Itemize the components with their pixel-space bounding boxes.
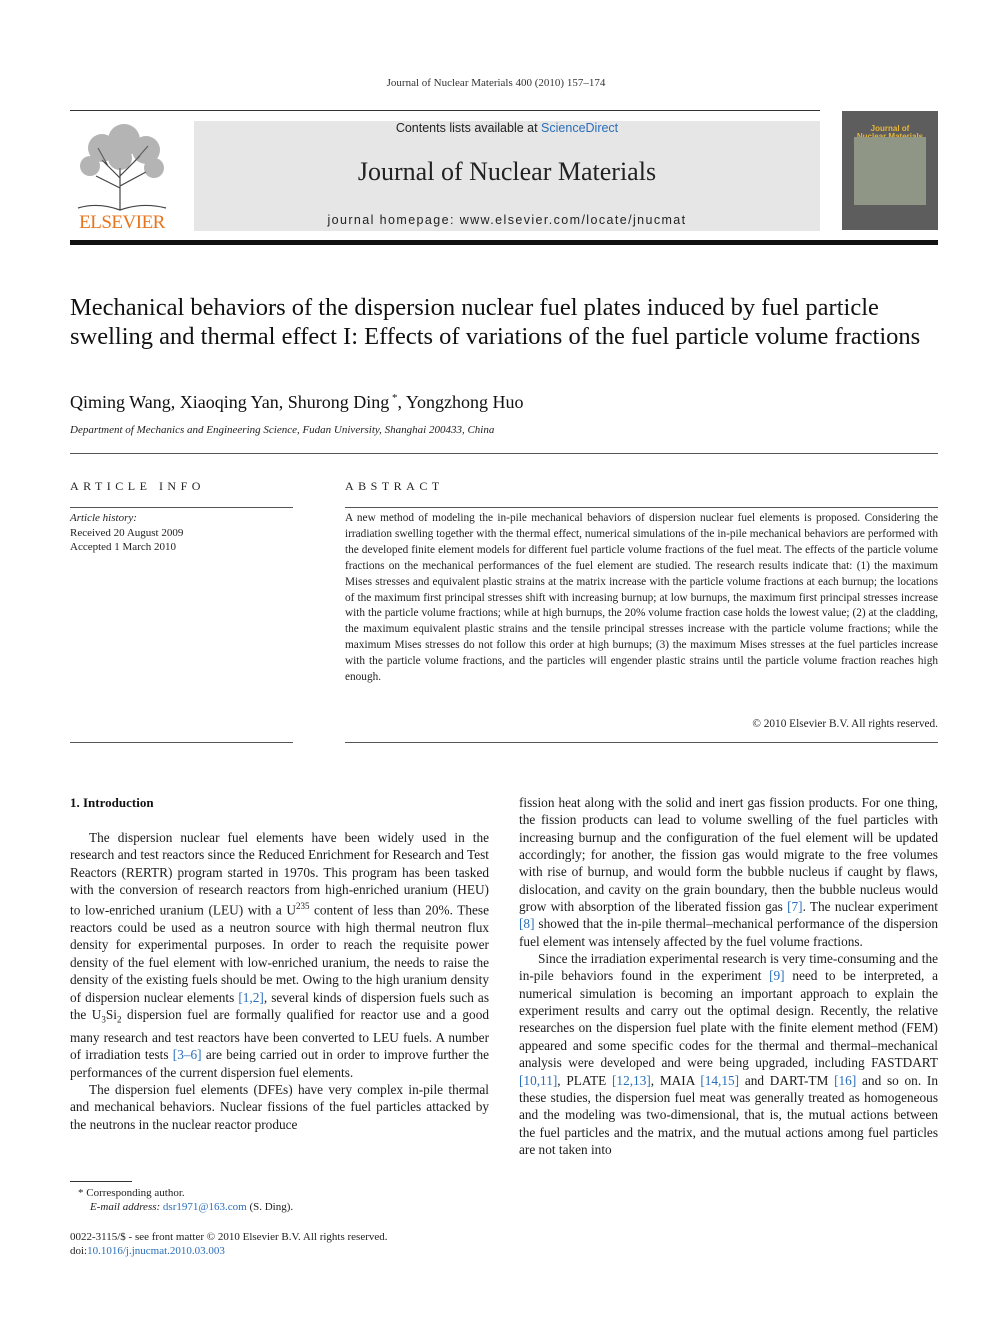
authors-part-a: Qiming Wang, Xiaoqing Yan, Shurong Ding <box>70 392 390 412</box>
text-run: , MAIA <box>650 1072 701 1088</box>
text-run: , several kinds of dispersion fuels such as the U <box>70 989 489 1022</box>
footnote-mark: * <box>78 1187 84 1199</box>
footnote-line-1 <box>70 1186 489 1200</box>
journal-citation: Journal of Nuclear Materials 400 (2010) 157–174 <box>386 77 606 89</box>
contents-line <box>194 121 820 135</box>
doi-label: doi: <box>70 1245 88 1257</box>
text-run: showed that the in-pile thermal–mechanical performance of the dispersion fuel element was intensely affected by the fuel volume fractions. <box>519 916 938 949</box>
cover-title-line1: Journal of <box>870 124 910 133</box>
text-run: , PLATE <box>557 1072 612 1088</box>
article-info-bottom-rule <box>70 742 293 743</box>
text-run: . The nuclear experiment <box>802 899 938 915</box>
email-suffix: (S. Ding). <box>246 1201 294 1213</box>
intro-paragraph-2-cont <box>519 794 938 950</box>
text-run: Si <box>105 1006 117 1022</box>
text-run: are being carried out in order to improve further the performances of the current dispersion fuel elements. <box>70 1047 489 1080</box>
body-column-left <box>70 829 489 1133</box>
reference-link[interactable]: [9] <box>769 968 785 984</box>
subscript: 3 <box>101 1014 106 1025</box>
history-label: Article history: <box>70 512 137 524</box>
reference-link[interactable]: [14,15] <box>700 1072 740 1088</box>
footnote-text: Corresponding author. <box>83 1187 185 1199</box>
email-label: E-mail address: <box>90 1201 161 1213</box>
text-run: and so on. In these studies, the dispersion fuel meat was generally treated as homogeneous and the modeling was two-dimensional, that is, the mutual actions between the fuel particles and the matrix, and the mutual actions among fuel particles are not taken into <box>519 1072 938 1157</box>
email-link[interactable]: dsr1971@163.com <box>162 1201 247 1213</box>
intro-paragraph-3 <box>519 950 938 1158</box>
journal-homepage[interactable]: journal homepage: www.elsevier.com/locate/jnucmat <box>327 213 687 227</box>
journal-name: Journal of Nuclear Materials <box>357 157 657 186</box>
header-thick-rule <box>70 240 938 245</box>
abstract-bottom-rule <box>345 742 938 743</box>
abstract-heading: ABSTRACT <box>345 479 444 493</box>
reference-link[interactable]: [1,2] <box>238 989 264 1005</box>
reference-link[interactable]: [3–6] <box>172 1047 202 1063</box>
footnote-line-2 <box>70 1200 489 1214</box>
sciencedirect-link[interactable]: ScienceDirect <box>541 121 619 135</box>
reference-link[interactable]: [8] <box>519 916 535 932</box>
text-run: dispersion fuel are formally qualified for reactor use and a good many research and test reactors have been converted to LEU fuels. A number of irradiation tests <box>70 1006 489 1063</box>
journal-cover-thumbnail <box>842 111 938 230</box>
issn-line: 0022-3115/$ - see front matter © 2010 Elsevier B.V. All rights reserved. <box>70 1231 388 1243</box>
text-run: Since the irradiation experimental research is very time-consuming and the in-pile behaviors found in the experiment <box>519 951 938 984</box>
intro-paragraph-2: The dispersion fuel elements (DFEs) have very complex in-pile thermal and mechanical behaviors. Nuclear fissions of the fuel particles attacked by the neutrons in the nuclear reactor produce <box>70 1081 489 1132</box>
accepted-date: Accepted 1 March 2010 <box>70 541 176 553</box>
corresponding-author-mark[interactable]: * <box>389 392 398 404</box>
subscript: 2 <box>117 1014 122 1025</box>
body-column-right <box>519 794 938 1158</box>
text-run: The dispersion nuclear fuel elements have been widely used in the research and test reactors since the Reduced Enrichment for Research and Test Reactors (RERTR) program started in 1970s. This program has been tasked with the conversion of research reactors from high-enriched uranium (HEU) to low-enriched uranium (LEU) with a U <box>70 830 489 918</box>
superscript: 235 <box>295 901 310 912</box>
cover-image <box>854 137 926 205</box>
contents-prefix: Contents lists available at <box>395 121 542 135</box>
reference-link[interactable]: [7] <box>787 899 803 915</box>
abstract-copyright: © 2010 Elsevier B.V. All rights reserved. <box>752 718 938 730</box>
authors-part-b: , Yongzhong Huo <box>397 392 524 412</box>
affiliation: Department of Mechanics and Engineering Science, Fudan University, Shanghai 200433, China <box>70 424 495 436</box>
footnote-rule <box>70 1181 132 1182</box>
publisher-logo-text: ELSEVIER <box>79 212 165 233</box>
footnote-corresponding <box>70 1186 489 1214</box>
article-info-heading: ARTICLE INFO <box>70 479 205 493</box>
text-run: content of less than 20%. These reactors could be used as a neutron source with high thermal neutron flux density for experimental purposes. In order to reach the requisite power density of the fuel element with low-enriched uranium, the needs to raise the density of the existing fuels should be met. Owing to the high uranium density of dispersion nuclear elements <box>70 902 489 1005</box>
author-list <box>70 392 930 413</box>
reference-link[interactable]: [10,11] <box>519 1072 558 1088</box>
text-run: need to be interpreted, a numerical simulation is becoming an important approach to explain the experiment results and carry out the optimal design. Recently, the relative researches on the dispersion fuel plate with the finite element method (FEM) appeared and some specific codes for the thermal and thermal–mechanical analysis were developed and were being upgraded, including FASTDART <box>519 968 938 1071</box>
text-run: and DART-TM <box>739 1072 835 1088</box>
article-info-rule <box>70 507 293 508</box>
section-heading-introduction: 1. Introduction <box>70 795 154 810</box>
title-rule <box>70 453 938 454</box>
header-rule <box>70 110 820 111</box>
doi-line <box>70 1244 489 1258</box>
abstract-rule <box>345 507 938 508</box>
abstract-text: A new method of modeling the in-pile mechanical behaviors of dispersion nuclear fuel elements is proposed. Considering the irradiation swelling together with the thermal effect, numerical simulations of the in-pile mechanical behaviors are performed with the developed finite element models for different fuel particle volume fractions of the fuel meat. The effects of the particle volume fractions on the mechanical performances of the fuel element are studied. The research results indicate that: (1) the maximum Mises stresses and equivalent plastic strains at the matrix increase with the particle volume fractions at each burnup; the locations of the maximum first principal stresses shift with increasing burnup; at low burnups, the maximum first principal stresses increase with the particle volume fractions; while at high burnups, the 20% volume fraction case holds the lowest value; (2) at the cladding, the maximum equivalent plastic strains and the tensile principal stresses increase with the particle volume fractions; while the maximum Mises stresses do not follow this order at high burnups; (3) the maximum Mises stresses at the fuel particles increase with the particle volume fractions, and the particles will engender plastic strains until the particle volume fraction reaches high enough. <box>345 512 938 684</box>
article-title: Mechanical behaviors of the dispersion nuclear fuel plates induced by fuel particle swelling and thermal effect I: Effects of variations of the fuel particle volume fractions <box>70 294 921 350</box>
reference-link[interactable]: [12,13] <box>612 1072 651 1088</box>
reference-link[interactable]: [16] <box>834 1072 857 1088</box>
article-history <box>70 511 293 555</box>
front-matter-info <box>70 1230 489 1258</box>
received-date: Received 20 August 2009 <box>70 526 184 539</box>
intro-paragraph-1 <box>70 829 489 1081</box>
doi-link[interactable]: 10.1016/j.jnucmat.2010.03.003 <box>87 1245 225 1257</box>
text-run: fission heat along with the solid and inert gas fission products. For one thing, the fission products can lead to volume swelling of the fuel particles with increasing burnup and the configuration of the fuel element will be updated accordingly; for another, the fission gas would migrate to the free volumes with rise of burnup, and would form the bubble nucleus if caught by flaws, dislocation, and cavity on the grain boundary, then the bubble nucleus would grow with absorption of the liberated fission gas <box>519 795 938 915</box>
